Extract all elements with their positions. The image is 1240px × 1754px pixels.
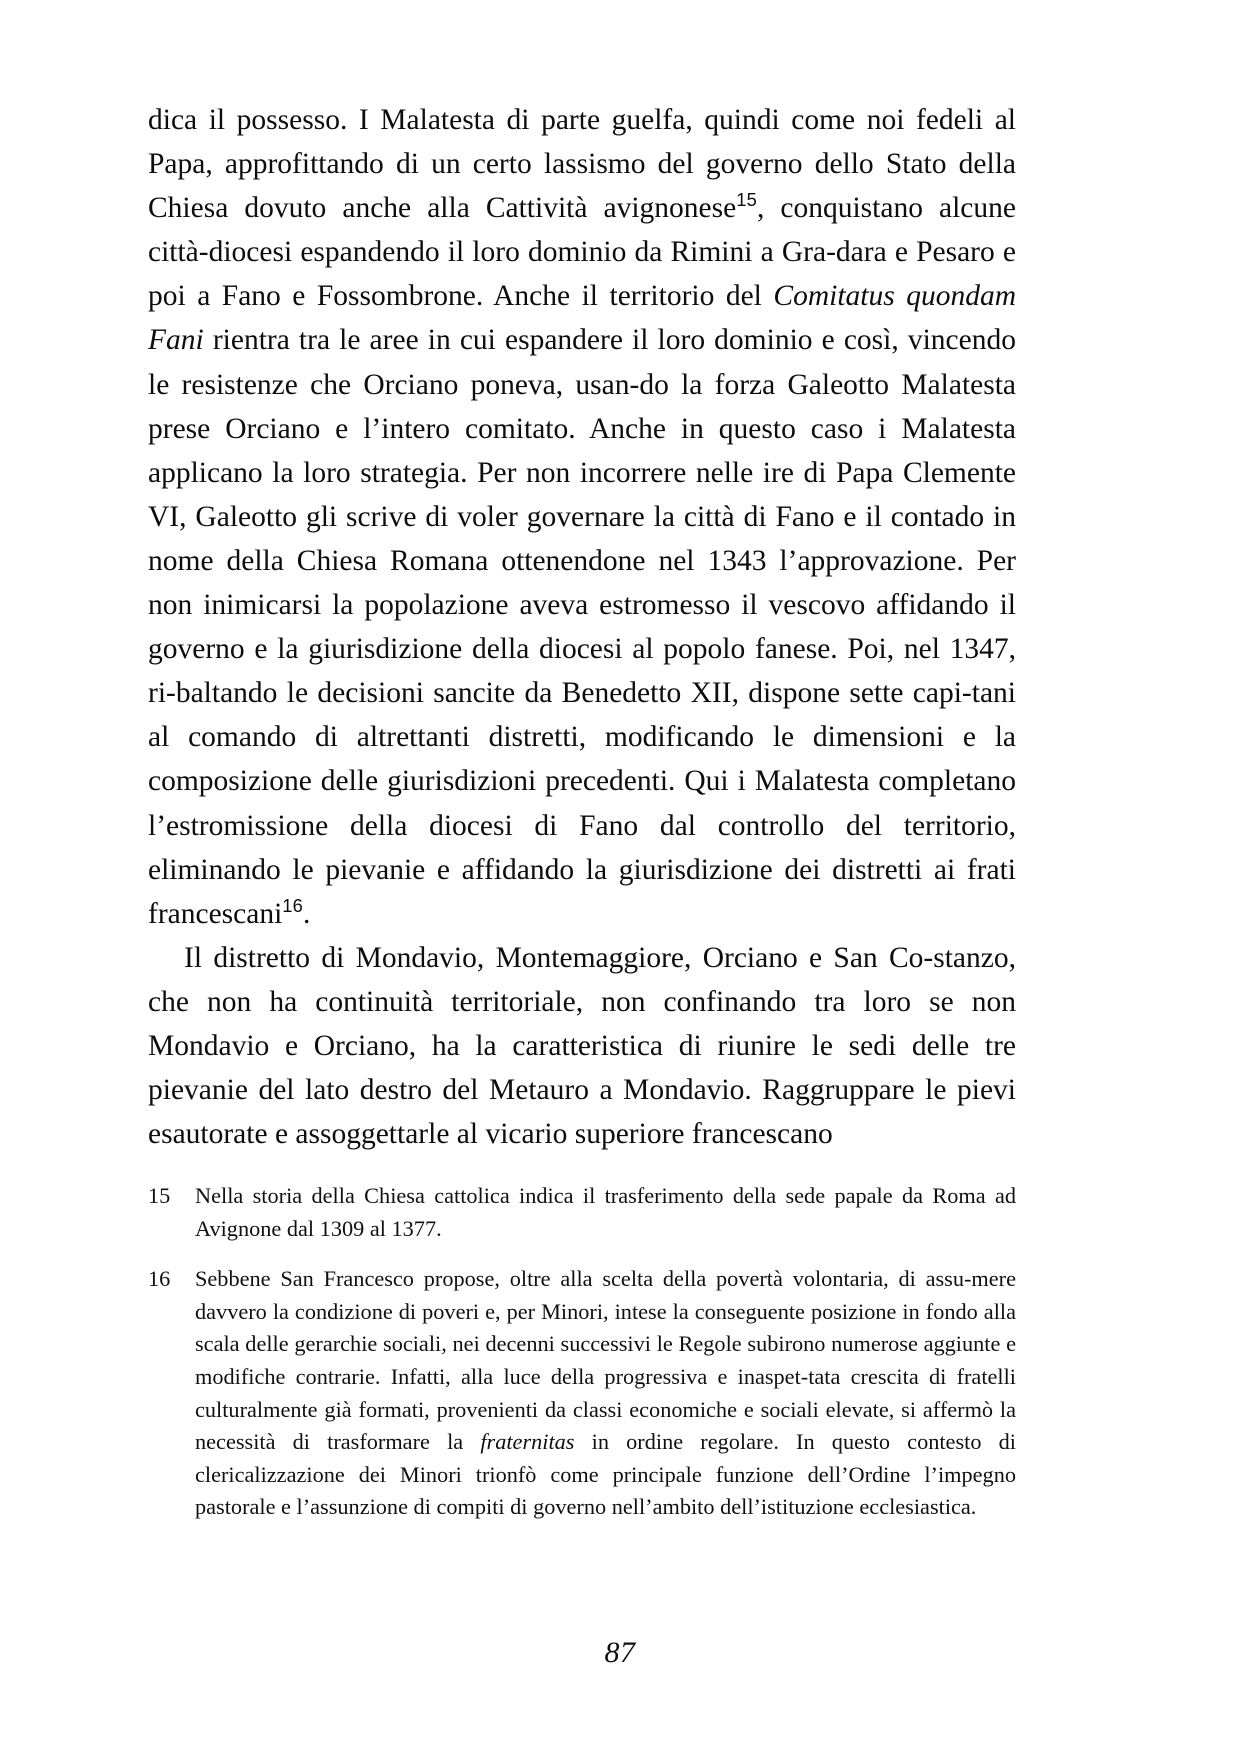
paragraph-2 [148, 936, 1016, 1156]
footnote-reference-15[interactable]: 15 [736, 189, 757, 211]
footnote-text [195, 1266, 1016, 1519]
text-run: dica il possesso. I Malatesta di parte guelfa, quindi come noi fedeli al Papa, approfittando di un certo lassismo del governo dello Stato della Chiesa dovuto anche alla Cattività avignonese [148, 104, 1016, 225]
italic-phrase: Comitatus quondam Fani [148, 280, 1016, 357]
page-number: 87 [604, 1636, 636, 1669]
footnote-number: 15 [148, 1183, 171, 1208]
text-run: rientra tra le aree in cui espandere il loro dominio e così, vincendo le resistenze che Orciano poneva, usan-do la forza Galeotto Malatesta prese Orciano e l’intero comitato. Anche in questo caso i Malatesta applicano la loro strategia. Per non incorrere nelle ire di Papa Clemente VI, Galeotto gli scrive di voler governare la città di Fano e il contado in nome della Chiesa Romana ottenendone nel 1343 l’approvazione. Per non inimicarsi la popolazione aveva estromesso il vescovo affidando il governo e la giurisdizione della diocesi al popolo fanese. Poi, nel 1347, ri-baltando le decisioni sancite da Benedetto XII, dispone sette capi-tani al comando di altrettanti distretti, modificando le dimensioni e la composizione delle giurisdizioni precedenti. Qui i Malatesta completano l’estromissione della diocesi di Fano dal controllo del territorio, eliminando le pievanie e affidando la giurisdizione dei distretti ai frati francescani [148, 324, 1016, 930]
text-run: , conquistano alcune città-diocesi espandendo il loro dominio da Rimini a Gra-dara e Pesaro e poi a Fano e Fossombrone. Anche il territorio del [148, 192, 1016, 313]
footnote-15 [148, 1180, 1016, 1245]
paragraph-1 [148, 98, 1016, 936]
footnote-16 [148, 1263, 1016, 1524]
text-run: Nella storia della Chiesa cattolica indica il trasferimento della sede papale da Roma ad Avignone dal 1309 al 1377. [195, 1183, 1016, 1241]
text-run: Sebbene San Francesco propose, oltre alla scelta della povertà volontaria, di assu-mere davvero la condizione di poveri e, per Minori, intese la conseguente posizione in fondo alla scala delle gerarchie sociali, nei decenni successivi le Regole subirono numerose aggiunte e modifiche contrarie. Infatti, alla luce della progressiva e inaspet-tata crescita di fratelli culturalmente già formati, provenienti da classi economiche e sociali elevate, si affermò la necessità di trasformare la [195, 1266, 1016, 1455]
text-run: . [303, 897, 311, 930]
body-text-block [148, 98, 1016, 1156]
footnote-number: 16 [148, 1266, 171, 1292]
text-run: Il distretto di Mondavio, Montemaggiore, Orciano e San Co-stanzo, che non ha continuità territoriale, non confinando tra loro se non Mondavio e Orciano, ha la caratteristica di riunire le sedi delle tre pievanie del lato destro del Metauro a Mondavio. Raggruppare le pievi esautorate e assoggettarle al vicario superiore francescano [148, 941, 1016, 1151]
footnotes-block [148, 1180, 1016, 1524]
italic-phrase: fraternitas [480, 1429, 575, 1455]
footnote-reference-16[interactable]: 16 [282, 894, 304, 916]
footnote-text [195, 1183, 1016, 1241]
text-run: in ordine regolare. In questo contesto di clericalizzazione dei Minori trionfò come principale funzione dell’Ordine l’impegno pastorale e l’assunzione di compiti di governo nell’ambito dell’istituzione ecclesiastica. [195, 1429, 1016, 1520]
